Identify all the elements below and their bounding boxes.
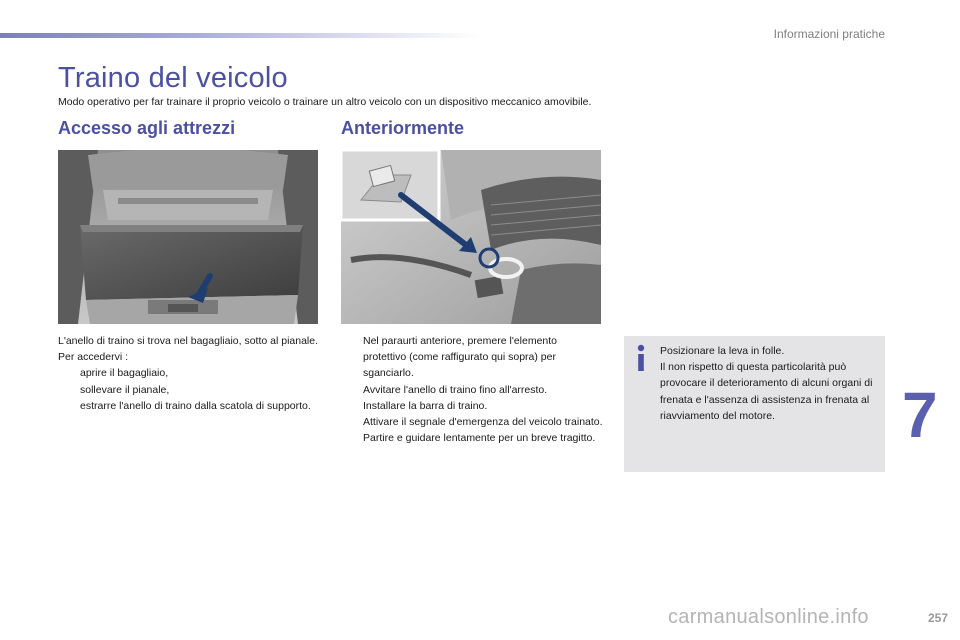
trunk-photo bbox=[58, 150, 318, 324]
heading-anteriormente: Anteriormente bbox=[341, 118, 465, 138]
chapter-number: 7 bbox=[902, 379, 938, 451]
page-number: 257 bbox=[927, 611, 948, 625]
list-item: Installare la barra di traino. bbox=[363, 399, 488, 412]
front-instructions bbox=[341, 333, 603, 446]
list-item: Partire e guidare lentamente per un breve tragitto. bbox=[363, 432, 596, 445]
intro-access-text: Per accedervi : bbox=[58, 351, 129, 364]
info-icon bbox=[633, 343, 649, 373]
info-note-text: Posizionare la leva in folle. Il non rispetto di questa particolarità può provocare il deterioramento di alcuni organi di frenata e l'assenza di assistenza in frenata al riavviamento del motore. bbox=[660, 345, 873, 422]
heading-accesso-attrezzi: Accesso agli attrezzi bbox=[58, 118, 236, 138]
left-instructions bbox=[58, 333, 318, 414]
watermark-text: carmanualsonline.info bbox=[668, 606, 869, 628]
info-note-box bbox=[624, 336, 885, 472]
list-item: Avvitare l'anello di traino fino all'arresto. bbox=[363, 383, 548, 396]
list-item: aprire il bagagliaio, bbox=[80, 367, 169, 380]
front-bumper-photo bbox=[341, 150, 601, 324]
section-tag: Informazioni pratiche bbox=[773, 27, 885, 41]
page-title: Traino del veicolo bbox=[58, 62, 288, 94]
list-item: estrarre l'anello di traino dalla scatola di supporto. bbox=[80, 399, 311, 412]
list-item: Nel paraurti anteriore, premere l'elemento protettivo (come raffigurato qui sopra) per sganciarlo. bbox=[363, 335, 558, 380]
list-item: Attivare il segnale d'emergenza del veicolo trainato. bbox=[363, 416, 603, 429]
intro-text: L'anello di traino si trova nel bagagliaio, sotto al pianale. bbox=[58, 335, 319, 347]
header-accent-bar bbox=[0, 33, 480, 38]
list-item: sollevare il pianale, bbox=[80, 383, 170, 396]
page-subtitle: Modo operativo per far trainare il proprio veicolo o trainare un altro veicolo con un dispositivo meccanico amovibile. bbox=[58, 96, 592, 108]
